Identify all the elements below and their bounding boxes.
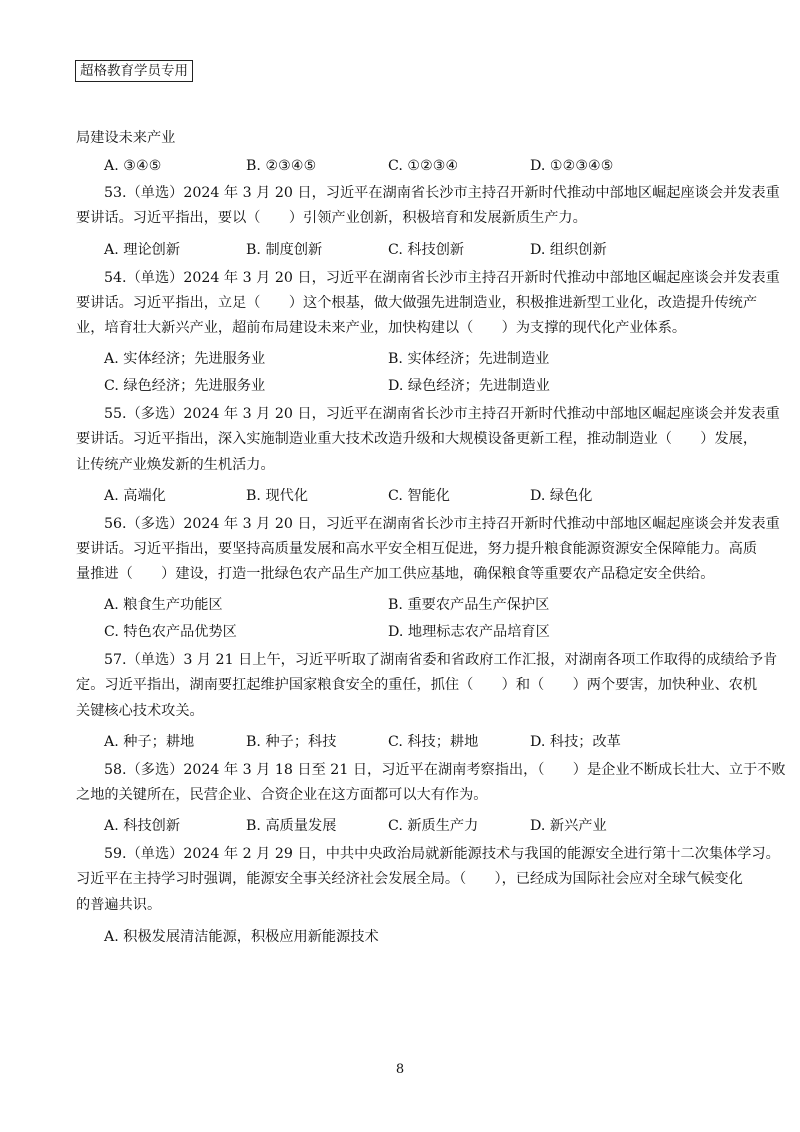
option-d: D. 组织创新 [530,241,607,258]
question-line: 要讲话。习近平指出，深入实施制造业重大技术改造升级和大规模设备更新工程，推动制造业（ ）发展， [76,431,758,448]
question-line: 量推进（ ）建设，打造一批绿色农产品生产加工供应基地，确保粮食等重要农产品稳定安全供给。 [76,566,715,583]
option-b: B. 种子；科技 [246,733,337,750]
q56-options-row2 [76,621,728,641]
question-line: 要讲话。习近平指出，要坚持高质量发展和高水平安全相互促进，努力提升粮食能源资源安全保障能力。高质 [76,540,758,557]
question-line: 要讲话。习近平指出，立足（ ）这个根基，做大做强先进制造业，积极推进新型工业化，改造提升传统产 [76,294,758,311]
option-a: A. 实体经济；先进服务业 [104,351,266,368]
option-b: B. 制度创新 [246,241,323,258]
page-number: 8 [395,1062,405,1077]
question-line: 59.（单选）2024 年 2 月 29 日，中共中央政治局就新能源技术与我国的能源安全进行第十二次集体学习。 [104,846,780,863]
q53-options [76,239,728,259]
option-c: C. ①②③④ [388,158,459,175]
question-line: 的普遍共识。 [76,896,162,913]
option-c: C. 科技创新 [388,241,465,258]
question-line: 之地的关键所在，民营企业、合资企业在这方面都可以大有作为。 [76,787,488,803]
q54-options-row1 [76,348,728,368]
continuation-line: 局建设未来产业 [76,130,176,146]
question-line: 习近平在主持学习时强调，能源安全事关经济社会发展全局。（ ），已经成为国际社会应对全球气候变化 [76,871,743,888]
option-c: C. 绿色经济；先进服务业 [104,378,266,395]
q57-options [76,731,728,751]
option-c: C. 特色农产品优势区 [104,624,237,641]
question-59 [76,842,780,950]
q54-options-row2 [76,375,728,395]
option-d: D. 科技；改革 [530,733,621,750]
option-a: A. 高端化 [104,487,166,504]
question-line: 让传统产业焕发新的生机活力。 [76,456,275,473]
q52-options [76,158,728,174]
question-line: 56.（多选）2024 年 3 月 20 日，习近平在湖南省长沙市主持召开新时代推动中部地区崛起座谈会并发表重 [104,515,780,532]
option-d: D. 地理标志农产品培育区 [388,624,550,641]
question-54 [76,266,780,396]
q56-options-row1 [76,594,728,614]
q58-options [76,815,728,835]
option-b: B. 重要农产品生产保护区 [388,597,550,614]
question-line: 54.（单选）2024 年 3 月 20 日，习近平在湖南省长沙市主持召开新时代推动中部地区崛起座谈会并发表重 [104,269,780,286]
option-a: A. 粮食生产功能区 [104,597,223,614]
option-b: B. ②③④⑤ [246,158,317,175]
option-d: D. ①②③④⑤ [530,158,614,175]
option-a: A. 科技创新 [104,818,181,835]
option-c: C. 智能化 [388,487,450,504]
question-line: 58.（多选）2024 年 3 月 18 日至 21 日，习近平在湖南考察指出，（ ）是企业不断成长壮大、立于不败 [104,761,786,778]
option-a: A. 积极发展清洁能源，积极应用新能源技术 [104,928,379,945]
q55-options [76,485,728,505]
option-c: C. 科技；耕地 [388,733,479,750]
option-a: A. ③④⑤ [104,158,162,175]
question-line: 55.（多选）2024 年 3 月 20 日，习近平在湖南省长沙市主持召开新时代推动中部地区崛起座谈会并发表重 [104,406,780,423]
question-line: 业，培育壮大新兴产业，超前布局建设未来产业，加快构建以（ ）为支撑的现代化产业体系。 [76,319,687,336]
option-a: A. 种子；耕地 [104,733,195,750]
option-d: D. 绿色经济；先进制造业 [388,378,550,395]
question-55 [76,402,780,505]
watermark-label: 超格教育学员专用 [75,60,193,82]
question-53 [76,181,780,258]
question-line: 57.（单选）3 月 21 日上午，习近平听取了湖南省委和省政府工作汇报，对湖南各项工作取得的成绩给予肯 [104,652,778,669]
option-d: D. 新兴产业 [530,818,607,835]
option-b: B. 现代化 [246,487,309,504]
option-c: C. 新质生产力 [388,818,479,835]
question-57 [76,648,778,751]
question-56 [76,512,780,642]
option-d: D. 绿色化 [530,487,593,504]
option-b: B. 实体经济；先进制造业 [388,351,550,368]
option-a: A. 理论创新 [104,241,181,258]
option-b: B. 高质量发展 [246,818,337,835]
question-58 [76,758,786,835]
question-line: 要讲话。习近平指出，要以（ ）引领产业创新，积极培育和发展新质生产力。 [76,210,587,227]
question-line: 定。习近平指出，湖南要扛起维护国家粮食安全的重任，抓住（ ）和（ ）两个要害，加快种业、农机 [76,677,758,694]
question-line: 关键核心技术攻关。 [76,702,204,719]
document-body [76,126,786,950]
question-line: 53.（单选）2024 年 3 月 20 日，习近平在湖南省长沙市主持召开新时代推动中部地区崛起座谈会并发表重 [104,185,780,202]
